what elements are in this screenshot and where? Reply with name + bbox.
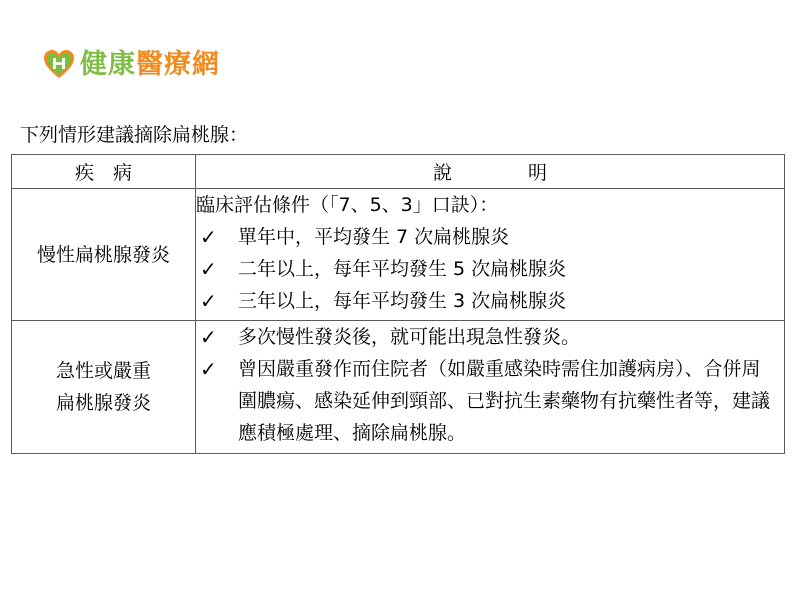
checkmark-icon: ✓ [200,325,217,349]
header-description: 說 明 [196,155,785,189]
list-item-text: 曾因嚴重發作而住院者（如嚴重感染時需住加護病房）、合併周圍膿瘍、感染延伸到頸部、已對抗生素藥物有抗藥性者等，建議應積極處理、摘除扁桃腺。 [238,358,771,444]
disease-name-acute-line1: 急性或嚴重 [55,360,151,382]
site-logo [42,44,220,84]
list-item [196,285,784,317]
chronic-criteria-list [196,221,784,317]
list-item-text: 多次慢性發炎後，就可能出現急性發炎。 [238,326,581,348]
list-item-text: 單年中，平均發生 7 次扁桃腺炎 [238,226,510,248]
list-item-text: 二年以上，每年平均發生 5 次扁桃腺炎 [238,258,567,280]
logo-text-part1: 健康 [80,48,136,80]
disease-name-chronic: 慢性扁桃腺發炎 [36,243,170,266]
list-item [196,221,784,253]
list-item [196,353,784,449]
criteria-intro: 臨床評估條件（「7、5、3」口訣）： [196,194,499,216]
header-disease: 疾 病 [12,155,196,189]
disease-name-acute-line2: 扁桃腺發炎 [55,392,151,414]
list-item [196,321,784,353]
table-header-row [12,155,785,189]
logo-text-part2: 醫療網 [136,48,220,80]
table-caption: 下列情形建議摘除扁桃腺： [20,124,249,146]
description-cell-acute [196,321,785,454]
tonsillectomy-criteria-table [11,154,785,454]
list-item-text: 三年以上，每年平均發生 3 次扁桃腺炎 [238,290,567,312]
description-cell-chronic [196,189,785,321]
checkmark-icon: ✓ [200,225,217,249]
list-item [196,253,784,285]
checkmark-icon: ✓ [200,257,217,281]
disease-cell-chronic [12,189,196,321]
disease-cell-acute [12,321,196,454]
checkmark-icon: ✓ [200,357,217,381]
acute-criteria-list [196,321,784,449]
checkmark-icon: ✓ [200,289,217,313]
heart-h-logo-icon [42,48,76,80]
table-row-chronic [12,189,785,321]
logo-text [80,48,220,80]
table-row-acute [12,321,785,454]
